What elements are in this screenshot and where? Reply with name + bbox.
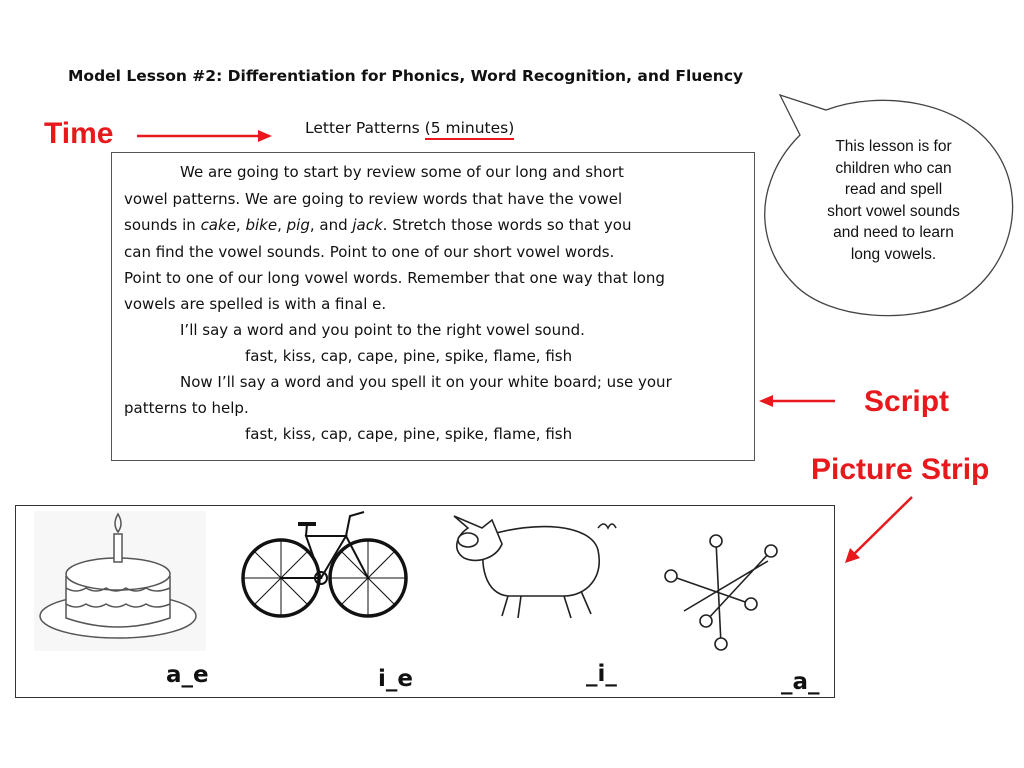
- cake-picture: [34, 511, 206, 651]
- pig-picture: [454, 516, 616, 618]
- speech-bubble-text: [806, 136, 981, 265]
- word-list: fast, kiss, cap, cape, pine, spike, flame, fish: [245, 425, 573, 443]
- jack-picture: [665, 535, 777, 650]
- word-pig: pig: [286, 216, 310, 234]
- script-line: I’ll say a word and you point to the right vowel sound.: [180, 321, 585, 339]
- time-annotation-label: Time: [44, 117, 114, 150]
- script-arrow-icon: [759, 395, 835, 407]
- speech-bubble-line: and need to learn: [833, 224, 954, 241]
- speech-bubble-line: children who can: [835, 159, 952, 177]
- speech-bubble-line: short vowel sounds: [827, 202, 960, 220]
- script-text: . Stretch those words so that you: [382, 216, 632, 234]
- picture-strip: [15, 505, 835, 698]
- script-line: We are going to start by review some of our long and short: [180, 163, 624, 181]
- script-text: , and: [309, 216, 353, 234]
- pattern-label: _a_: [781, 669, 820, 695]
- script-line: Now I’ll say a word and you spell it on your white board; use your: [180, 373, 672, 391]
- page-title: Model Lesson #2: Differentiation for Phonics, Word Recognition, and Fluency: [68, 67, 744, 85]
- section-duration: (5 minutes): [425, 119, 515, 140]
- script-line: can find the vowel sounds. Point to one of our short vowel words.: [124, 243, 615, 261]
- pattern-label: _i_: [586, 661, 617, 687]
- script-line: patterns to help.: [124, 399, 249, 417]
- word-jack: jack: [352, 216, 383, 234]
- bike-picture: [243, 512, 406, 616]
- section-heading-text: Letter Patterns: [305, 119, 420, 137]
- script-text: ,: [277, 216, 287, 234]
- picture-strip-arrow-icon: [845, 497, 912, 563]
- speech-bubble-line: This lesson is for: [835, 138, 952, 155]
- word-list: fast, kiss, cap, cape, pine, spike, flame, fish: [245, 347, 573, 365]
- script-text: sounds in: [124, 216, 201, 234]
- script-line: vowels are spelled is with a final e.: [124, 295, 387, 313]
- pattern-label: a_e: [166, 662, 209, 688]
- script-box: [111, 152, 755, 461]
- speech-bubble-line: long vowels.: [850, 245, 937, 263]
- word-bike: bike: [245, 216, 278, 234]
- script-line: [124, 216, 631, 234]
- speech-bubble-line: read and spell: [844, 181, 943, 198]
- script-line: Point to one of our long vowel words. Remember that one way that long: [124, 269, 665, 287]
- script-annotation-label: Script: [864, 385, 950, 418]
- picture-strip-drawings: [16, 506, 834, 697]
- pattern-label: i_e: [378, 666, 413, 692]
- word-cake: cake: [200, 216, 236, 234]
- script-text: ,: [235, 216, 246, 234]
- picture-strip-annotation-label: Picture Strip: [811, 453, 990, 486]
- script-line: vowel patterns. We are going to review words that have the vowel: [124, 190, 623, 208]
- time-arrow-icon: [137, 130, 272, 142]
